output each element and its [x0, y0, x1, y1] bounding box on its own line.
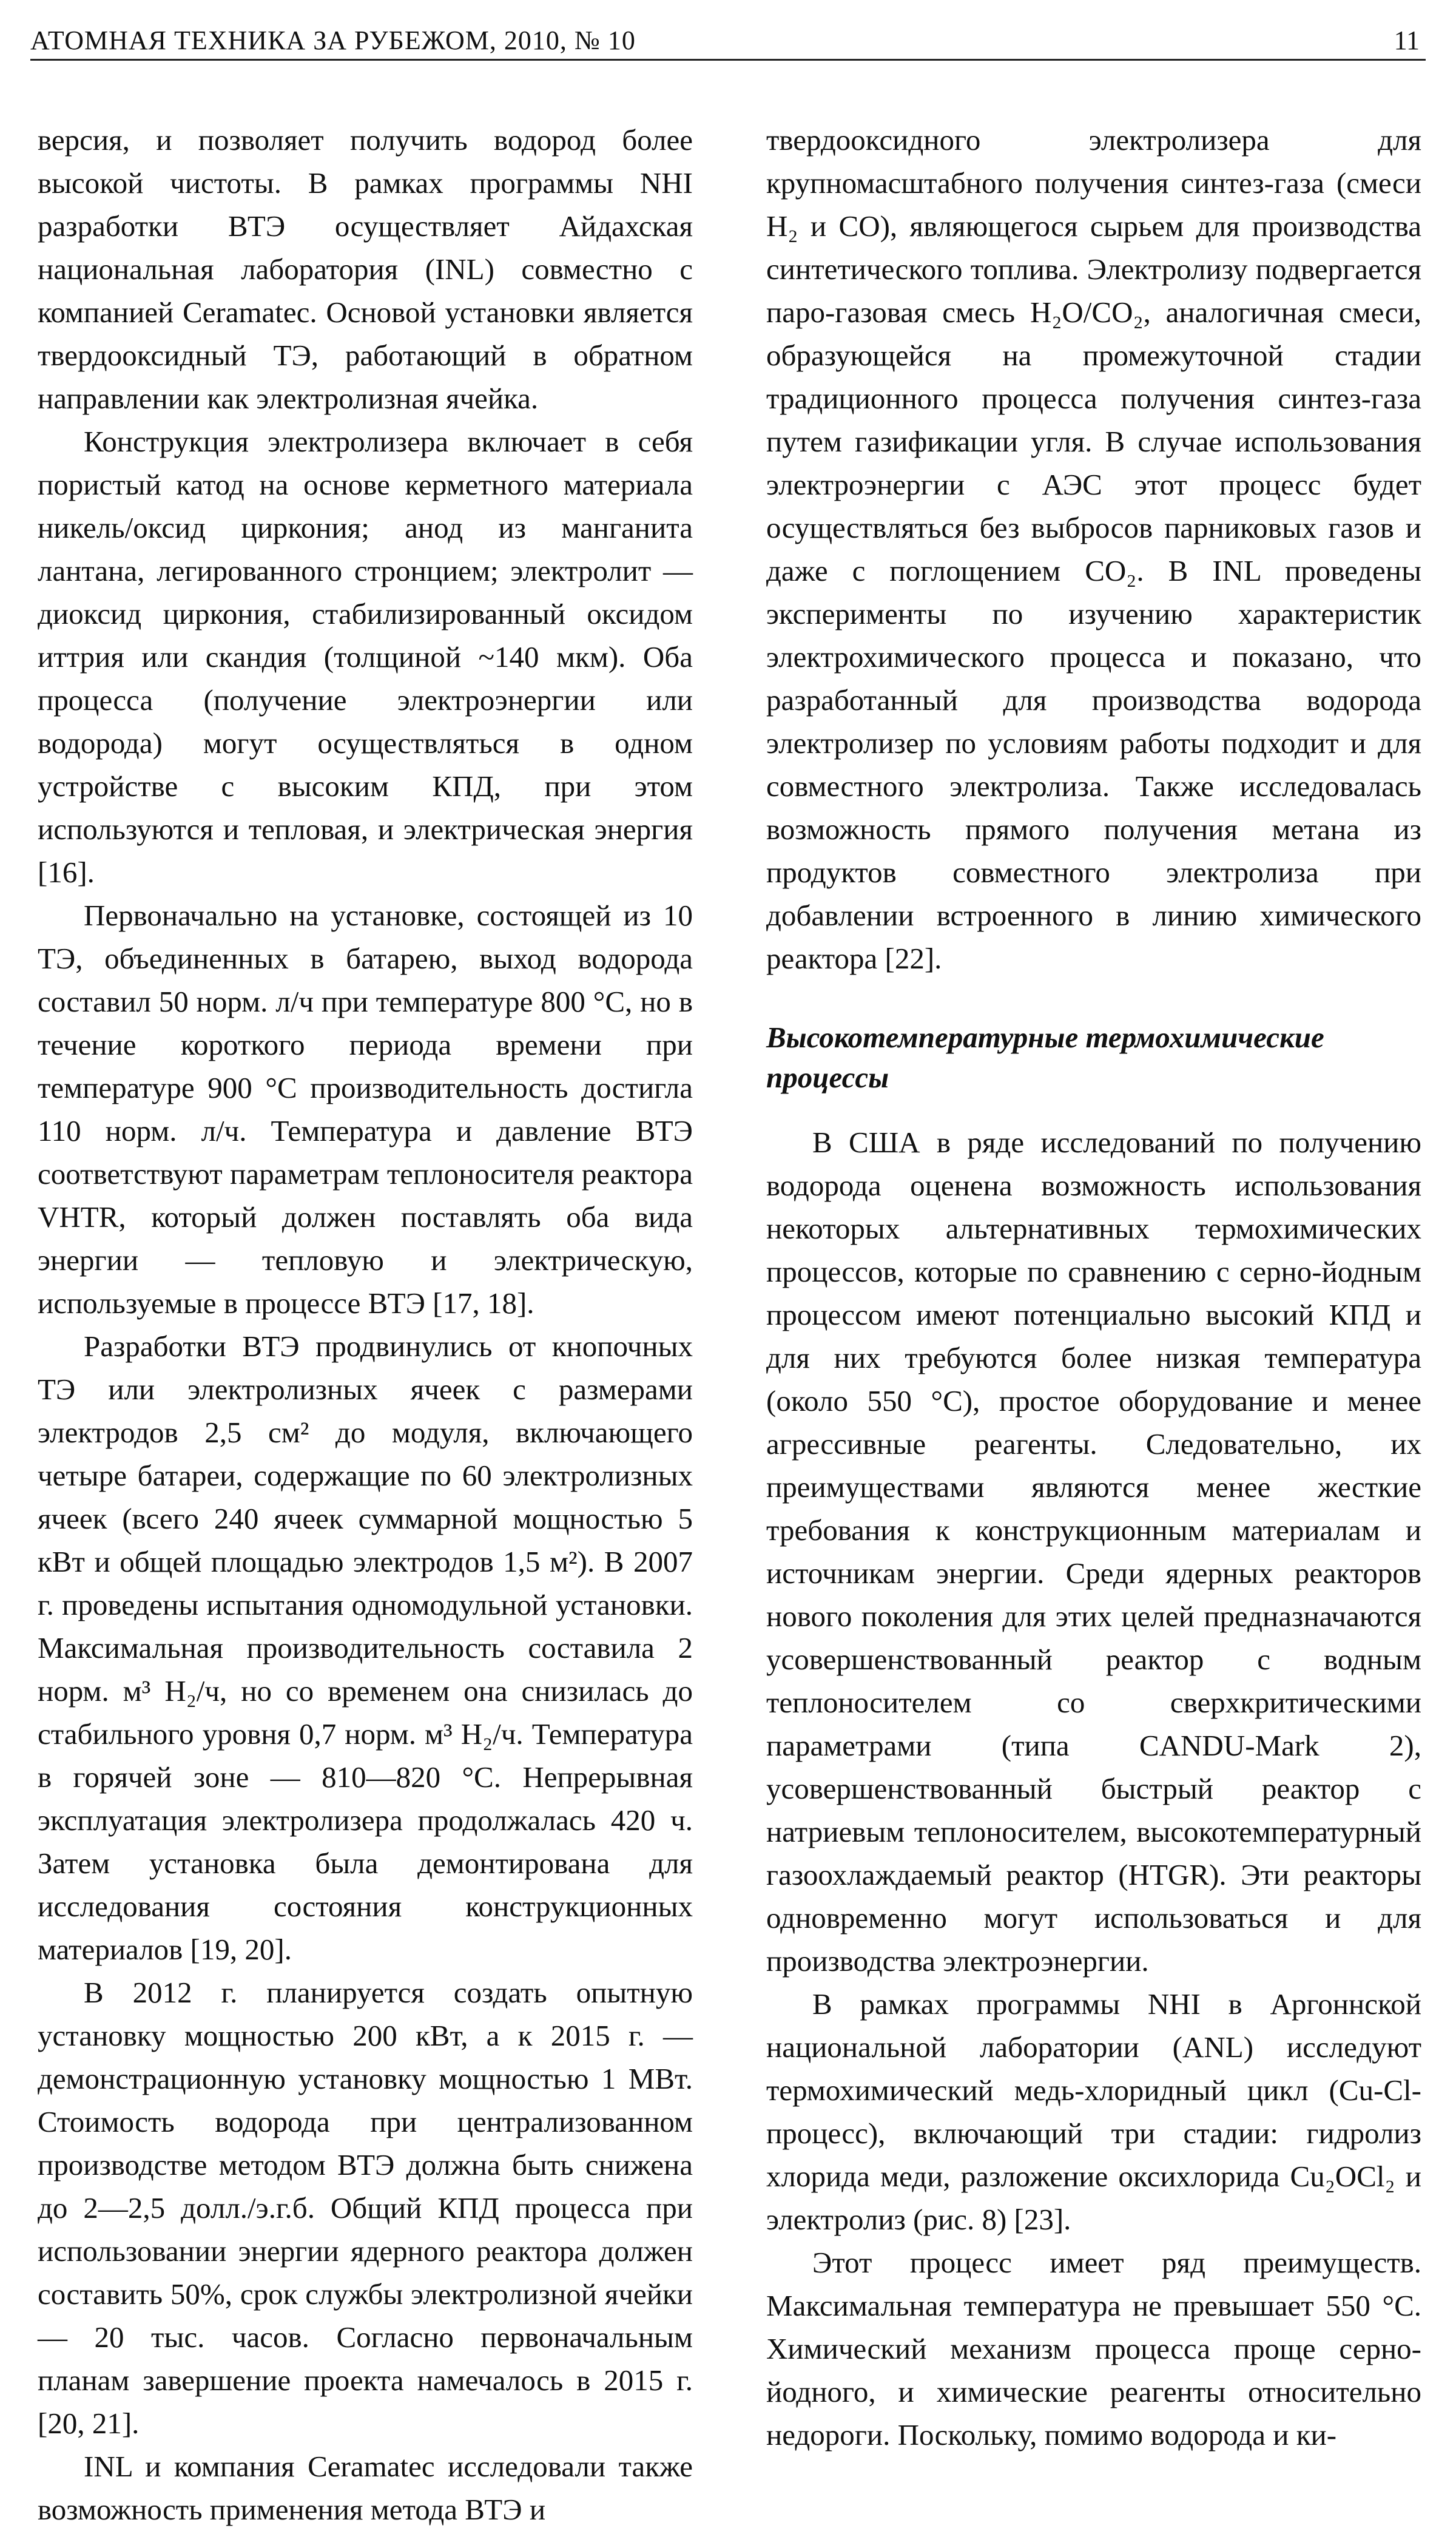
paragraph: INL и компания Ceramatec исследовали также возможность применения метода ВТЭ и: [38, 2450, 693, 2526]
right-column: [766, 118, 1421, 2456]
paragraph: Этот процесс имеет ряд преимуществ. Максимальная температура не превышает 550 °С. Химический механизм процесса проще серно-йодного, и химические реагенты относительно недороги. Поскольку, помимо водорода и ки-: [766, 2246, 1421, 2452]
paragraph: В рамках программы NHI в Аргоннской национальной лаборатории (ANL) исследуют термохимический медь-хлоридный цикл (Cu-Cl-процесс), включающий три стадии: гидролиз хлорида меди, разложение оксихлорида Cu₂OCl₂ и электролиз (рис. 8) [23].: [766, 1987, 1421, 2236]
left-column: [38, 118, 693, 2531]
journal-title: АТОМНАЯ ТЕХНИКА ЗА РУБЕЖОМ, 2010, № 10: [30, 25, 636, 55]
running-header: [30, 23, 1426, 61]
section-heading: Высокотемпературные термохимические процессы: [766, 1021, 1324, 1094]
paragraph: твердооксидного электролизера для крупномасштабного получения синтез-газа (смеси H₂ и CO), являющегося сырьем для производства синтетического топлива. Электролизу подвергается паро-газовая смесь H₂O/CO₂, аналогичная смеси, образующейся на промежуточной стадии традиционного процесса получения синтез-газа путем газификации угля. В случае использования электроэнергии с АЭС этот процесс будет осуществляться без выбросов парниковых газов и даже с поглощением CO₂. В INL проведены эксперименты по изучению характеристик электрохимического процесса и показано, что разработанный для производства водорода электролизер по условиям работы подходит и для совместного электролиза. Также исследовалась возможность прямого получения метана из продуктов совместного электролиза при добавлении встроенного в линию химического реактора [22].: [766, 123, 1421, 975]
paragraph: Конструкция электролизера включает в себя пористый катод на основе керметного материала никель/оксид циркония; анод из манганита лантана, легированного стронцием; электролит — диоксид циркония, стабилизированный оксидом иттрия или скандия (толщиной ~140 мкм). Оба процесса (получение электроэнергии или водорода) могут осуществляться в одном устройстве с высоким КПД, при этом используются и тепловая, и электрическая энергия [16].: [38, 425, 693, 889]
page-number: 11: [1394, 25, 1420, 55]
paragraph: версия, и позволяет получить водород более высокой чистоты. В рамках программы NHI разработки ВТЭ осуществляет Айдахская национальная лаборатория (INL) совместно с компанией Ceramatec. Основой установки является твердооксидный ТЭ, работающий в обратном направлении как электролизная ячейка.: [38, 123, 693, 415]
paragraph: Первоначально на установке, состоящей из 10 ТЭ, объединенных в батарею, выход водорода составил 50 норм. л/ч при температуре 800 °С, но в течение короткого периода времени при температуре 900 °С производительность достигла 110 норм. л/ч. Температура и давление ВТЭ соответствуют параметрам теплоносителя реактора VHTR, который должен поставлять оба вида энергии — тепловую и электрическую, используемые в процессе ВТЭ [17, 18].: [38, 899, 693, 1320]
paragraph: Разработки ВТЭ продвинулись от кнопочных ТЭ или электролизных ячеек с размерами электродов 2,5 см² до модуля, включающего четыре батареи, содержащие по 60 электролизных ячеек (всего 240 ячеек суммарной мощностью 5 кВт и общей площадью электродов 1,5 м²). В 2007 г. проведены испытания одномодульной установки. Максимальная производительность составила 2 норм. м³ H₂/ч, но со временем она снизилась до стабильного уровня 0,7 норм. м³ H₂/ч. Температура в горячей зоне — 810—820 °С. Непрерывная эксплуатация электролизера продолжалась 420 ч. Затем установка была демонтирована для исследования состояния конструкционных материалов [19, 20].: [38, 1330, 693, 1966]
paragraph: В США в ряде исследований по получению водорода оценена возможность использования некоторых альтернативных термохимических процессов, которые по сравнению с серно-йодным процессом имеют потенциально высокий КПД и для них требуются более низкая температура (около 550 °С), простое оборудование и менее агрессивные реагенты. Следовательно, их преимуществами являются менее жесткие требования к конструкционным материалам и источникам энергии. Среди ядерных реакторов нового поколения для этих целей предназначаются усовершенствованный реактор с водным теплоносителем со сверхкритическими параметрами (типа CANDU-Mark 2), усовершенствованный быстрый реактор с натриевым теплоносителем, высокотемпературный газоохлаждаемый реактор (HTGR). Эти реакторы одновременно могут использоваться и для производства электроэнергии.: [766, 1126, 1421, 1978]
paragraph: В 2012 г. планируется создать опытную установку мощностью 200 кВт, а к 2015 г. — демонстрационную установку мощностью 1 МВт. Стоимость водорода при централизованном производстве методом ВТЭ должна быть снижена до 2—2,5 долл./э.г.б. Общий КПД процесса при использовании энергии ядерного реактора должен составить 50%, срок службы электролизной ячейки — 20 тыс. часов. Согласно первоначальным планам завершение проекта намечалось в 2015 г. [20, 21].: [38, 1976, 693, 2440]
